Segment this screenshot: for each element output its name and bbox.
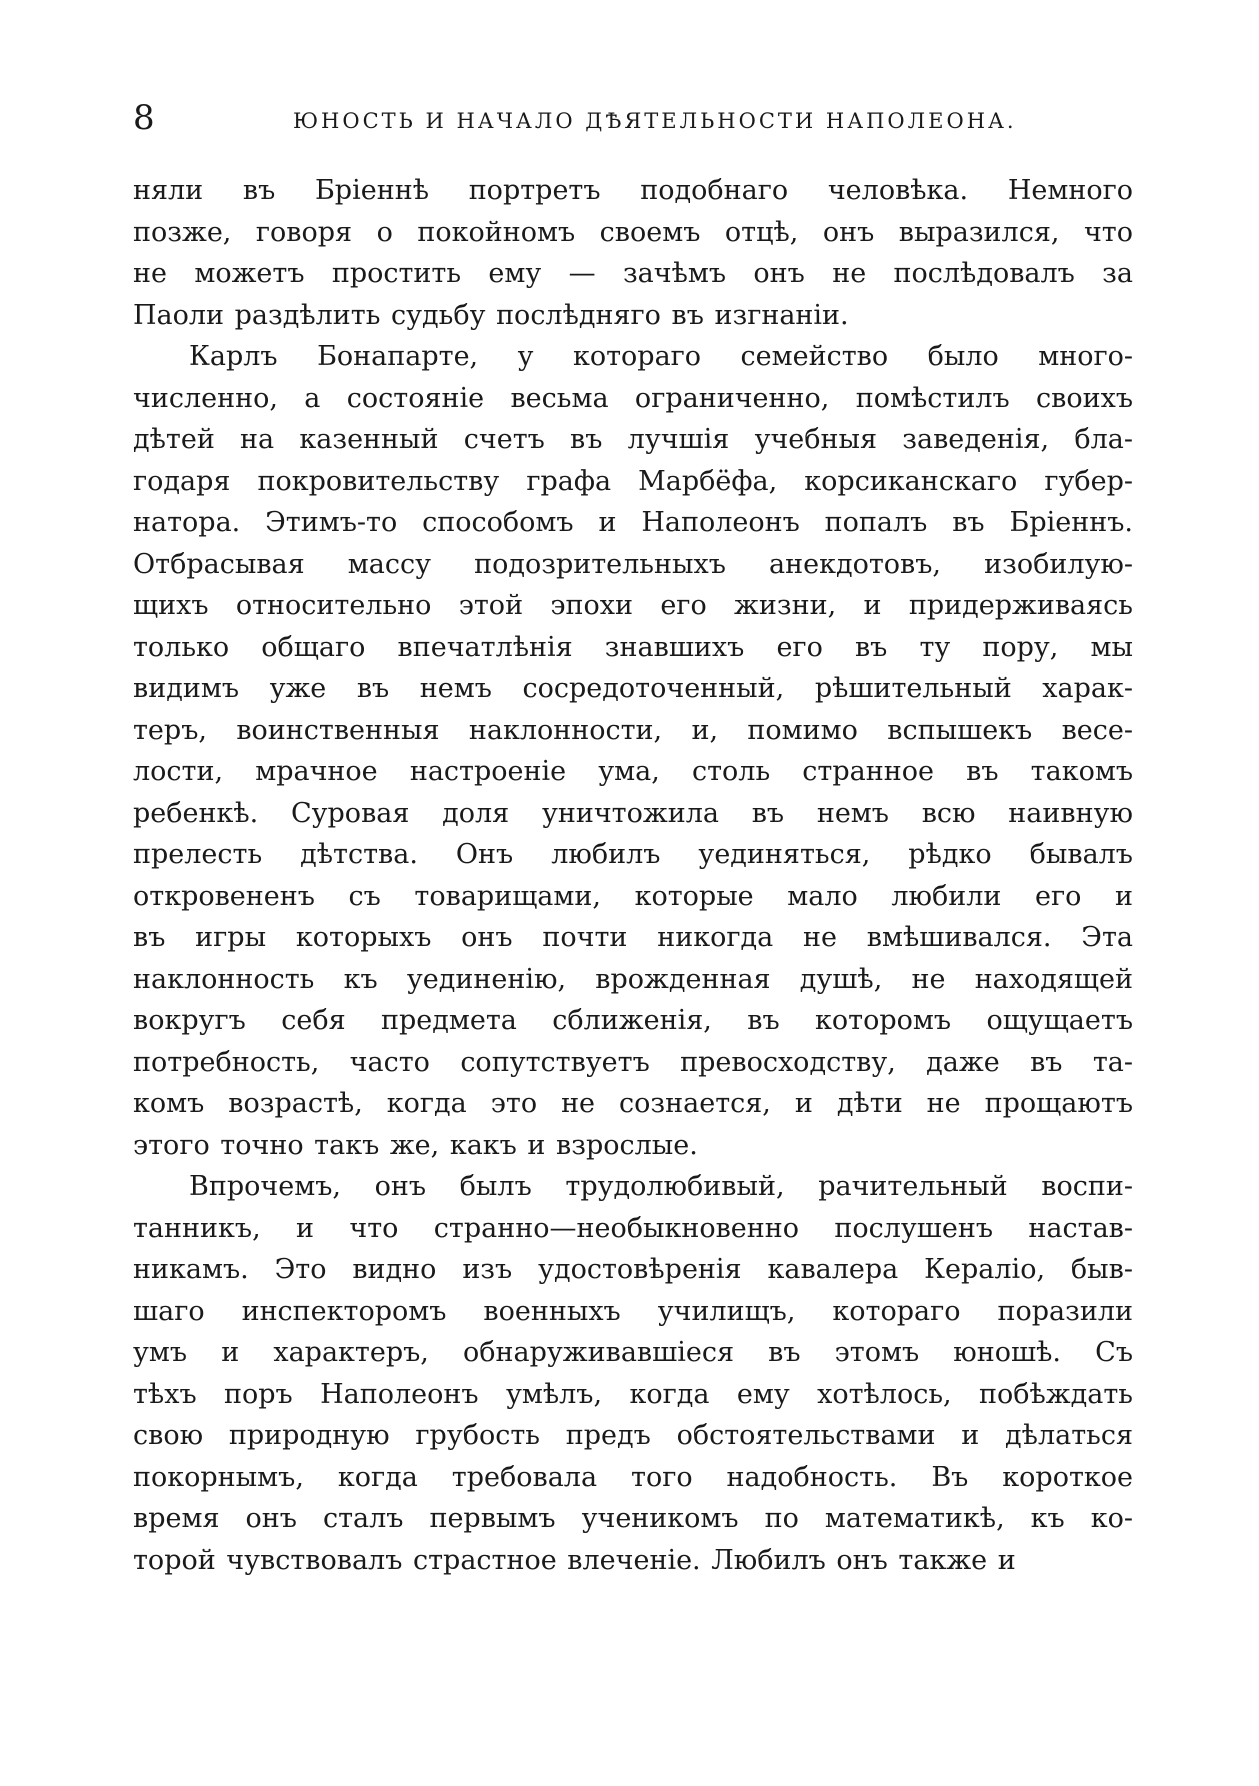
- paragraph: [133, 170, 1133, 336]
- text-line: тѣхъ поръ Наполеонъ умѣлъ, когда ему хотѣлось, побѣждать: [133, 1378, 1133, 1410]
- text-line: откровененъ съ товарищами, которые мало любили его и: [133, 880, 1133, 912]
- text-line: покорнымъ, когда требовала того надобность. Въ короткое: [133, 1461, 1133, 1493]
- text-line: этого точно такъ же, какъ и взрослые.: [133, 1129, 698, 1161]
- book-page: [133, 98, 1133, 1581]
- text-line: вокругъ себя предмета сближенія, въ которомъ ощущаетъ: [133, 1005, 1133, 1036]
- text-line: няли въ Бріеннѣ портретъ подобнаго человѣка. Немного: [133, 175, 1133, 206]
- body-text: [133, 170, 1133, 1581]
- text-line: никамъ. Это видно изъ удостовѣренія кавалера Кераліо, быв-: [133, 1254, 1133, 1285]
- running-title: ЮНОСТЬ И НАЧАЛО ДѢЯТЕЛЬНОСТИ НАПОЛЕОНА.: [293, 109, 1017, 133]
- text-line: шаго инспекторомъ военныхъ училищъ, котораго поразили: [133, 1295, 1133, 1327]
- text-line: теръ, воинственныя наклонности, и, помимо вспышекъ весе-: [133, 714, 1133, 746]
- text-line: танникъ, и что странно—необыкновенно послушенъ настав-: [133, 1212, 1133, 1244]
- text-line: Впрочемъ, онъ былъ трудолюбивый, рачительный воспи-: [189, 1171, 1133, 1202]
- text-line: комъ возрастѣ, когда это не сознается, и дѣти не прощаютъ: [133, 1088, 1133, 1119]
- text-line: умъ и характеръ, обнаруживавшіеся въ этомъ юношѣ. Съ: [133, 1337, 1133, 1368]
- text-line: Паоли раздѣлить судьбу послѣдняго въ изгнаніи.: [133, 299, 849, 331]
- text-line: время онъ сталъ первымъ ученикомъ по математикѣ, къ ко-: [133, 1503, 1133, 1534]
- text-line: видимъ уже въ немъ сосредоточенный, рѣшительный харак-: [133, 673, 1133, 704]
- text-line: численно, а состояніе весьма ограниченно, помѣстилъ своихъ: [133, 382, 1133, 414]
- text-line: щихъ относительно этой эпохи его жизни, и придерживаясь: [133, 590, 1133, 621]
- text-line: ребенкѣ. Суровая доля уничтожила въ немъ всю наивную: [133, 797, 1133, 829]
- text-line: лости, мрачное настроеніе ума, столь странное въ такомъ: [133, 756, 1133, 787]
- text-line: потребность, часто сопутствуетъ превосходству, даже въ та-: [133, 1046, 1133, 1078]
- text-line: торой чувствовалъ страстное влеченіе. Любилъ онъ также и: [133, 1544, 1016, 1576]
- page-number: 8: [133, 98, 155, 138]
- text-line: не можетъ простить ему — зачѣмъ онъ не послѣдовалъ за: [133, 258, 1133, 289]
- text-line: годаря покровительству графа Марбёфа, корсиканскаго губер-: [133, 465, 1133, 497]
- text-line: прелесть дѣтства. Онъ любилъ уединяться, рѣдко бывалъ: [133, 839, 1133, 870]
- text-line: Отбрасывая массу подозрительныхъ анекдотовъ, изобилую-: [133, 548, 1133, 580]
- paragraph: [133, 1166, 1133, 1581]
- text-line: только общаго впечатлѣнія знавшихъ его въ ту пору, мы: [133, 631, 1133, 663]
- text-line: наклонность къ уединенію, врожденная душѣ, не находящей: [133, 963, 1133, 995]
- text-line: натора. Этимъ-то способомъ и Наполеонъ попалъ въ Бріеннъ.: [133, 507, 1133, 538]
- text-line: позже, говоря о покойномъ своемъ отцѣ, онъ выразился, что: [133, 216, 1133, 248]
- running-header: [133, 98, 1133, 148]
- text-line: дѣтей на казенный счетъ въ лучшія учебныя заведенія, бла-: [133, 424, 1133, 455]
- text-line: свою природную грубость предъ обстоятельствами и дѣлаться: [133, 1420, 1133, 1451]
- paragraph: [133, 336, 1133, 1166]
- text-line: въ игры которыхъ онъ почти никогда не вмѣшивался. Эта: [133, 922, 1133, 953]
- text-line: Карлъ Бонапарте, у котораго семейство было много-: [189, 341, 1133, 372]
